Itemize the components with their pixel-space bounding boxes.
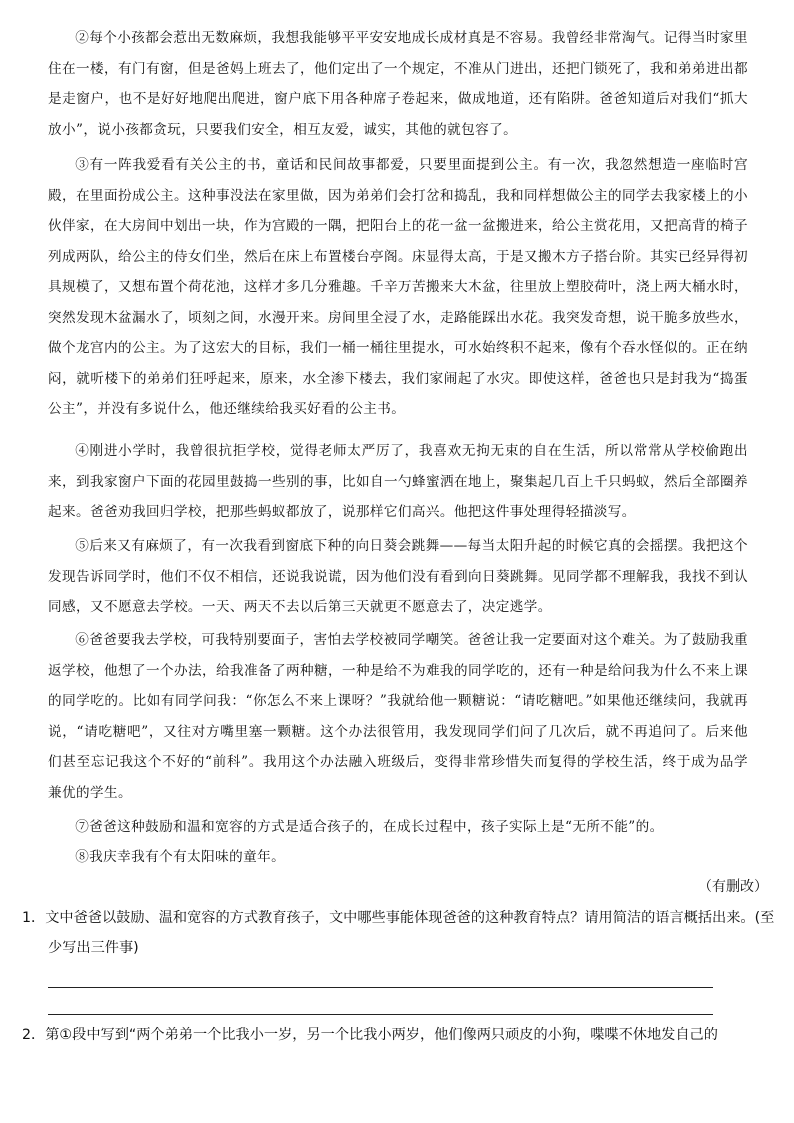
question-2 (22, 1020, 778, 1050)
question-1-text: 文中爸爸以鼓励、温和宽容的方式教育孩子，文中哪些事能体现爸爸的这种教育特点？请用简洁的语言概括出来。(至少写出三件事) (45, 910, 775, 956)
question-1-number: 1． (22, 910, 46, 926)
paragraph-7: ⑦爸爸这种鼓励和温和宽容的方式是适合孩子的，在成长过程中，孩子实际上是“无所不能”的。 (75, 819, 664, 835)
answer-line-2[interactable] (48, 1014, 713, 1015)
paragraph-4: ④刚进小学时，我曾很抗拒学校，觉得老师太严厉了，我喜欢无拘无束的自在生活，所以常常从学校偷跑出来，到我家窗户下面的花园里鼓捣一些别的事，比如自一勺蜂蜜洒在地上，聚集起几百上千只蚂蚁，然后全部圈养起来。爸爸劝我回归学校，把那些蚂蚁都放了，说那样它们高兴。他把这件事处理得轻描淡写。 (48, 443, 748, 520)
paragraph-6: ⑥爸爸要我去学校，可我特别要面子，害怕去学校被同学嘲笑。爸爸让我一定要面对这个难关。为了鼓励我重返学校，他想了一个办法，给我准备了两种糖，一种是给不为难我的同学吃的，还有一种是给问我为什么不来上课的同学吃的。比如有同学问我：“你怎么不来上课呀？”我就给他一颗糖说：“请吃糖吧。”如果他还继续问，我就再说，“请吃糖吧”，又往对方嘴里塞一颗糖。这个办法很管用，我发现同学们问了几次后，就不再追问了。后来他们甚至忘记我这个不好的“前科”。我用这个办法融入班级后，变得非常珍惜失而复得的学校生活，终于成为品学兼优的学生。 (48, 632, 748, 801)
paragraph-8: ⑧我庆幸我有个有太阳味的童年。 (75, 849, 286, 865)
source-note: （有删改） (698, 879, 768, 895)
paragraph-5: ⑤后来又有麻烦了，有一次我看到窗底下种的向日葵会跳舞——每当太阳升起的时候它真的会摇摆。我把这个发现告诉同学时，他们不仅不相信，还说我说谎，因为他们没有看到向日葵跳舞。见同学都不理解我，我找不到认同感，又不愿意去学校。一天、两天不去以后第三天就更不愿意去了，决定逃学。 (48, 538, 748, 615)
paragraph-3: ③有一阵我爱看有关公主的书，童话和民间故事都爱，只要里面提到公主。有一次，我忽然想造一座临时宫殿，在里面扮成公主。这种事没法在家里做，因为弟弟们会打岔和捣乱，我和同样想做公主的同学去我家楼上的小伙伴家，在大房间中划出一块，作为宫殿的一隅，把阳台上的花一盆一盆搬进来，给公主赏花用，又把高背的椅子列成两队，给公主的侍女们坐，然后在床上布置楼台亭阁。床显得太高，于是又搬木方子搭台阶。其实已经异得初具规模了，又想布置个荷花池，这样才多几分雅趣。千辛万苦搬来大木盆，往里放上塑胶荷叶，浇上两大桶水时，突然发现木盆漏水了，顷刻之间，水漫开来。房间里全浸了水，走路能踩出水花。我突发奇想，说干脆多放些水，做个龙宫内的公主。为了这宏大的目标，我们一桶一桶往里提水，可水始终积不起来，像有个吞水怪似的。正在纳闷，就听楼下的弟弟们狂呼起来，原来，水全渗下楼去，我们家闹起了水灾。即使这样，爸爸也只是封我为“捣蛋公主”，并没有多说什么，他还继续给我买好看的公主书。 (48, 157, 748, 417)
question-2-text: 第①段中写到“两个弟弟一个比我小一岁，另一个比我小两岁，他们像两只顽皮的小狗，喋喋不休地发自己的 (45, 1027, 718, 1043)
question-2-number: 2． (22, 1027, 46, 1043)
paragraph-2: ②每个小孩都会惹出无数麻烦，我想我能够平平安安地成长成材真是不容易。我曾经非常淘气。记得当时家里住在一楼，有门有窗，但是爸妈上班去了，他们定出了一个规定，不准从门进出，还把门锁死了，我和弟弟进出都是走窗户，也不是好好地爬出爬进，窗户底下用各种席子卷起来，做成地道，还有陷阱。爸爸知道后对我们“抓大放小”，说小孩都贪玩，只要我们安全，相互友爱，诚实，其他的就包容了。 (48, 30, 748, 138)
answer-line-1[interactable] (48, 987, 713, 988)
question-1 (22, 903, 778, 963)
